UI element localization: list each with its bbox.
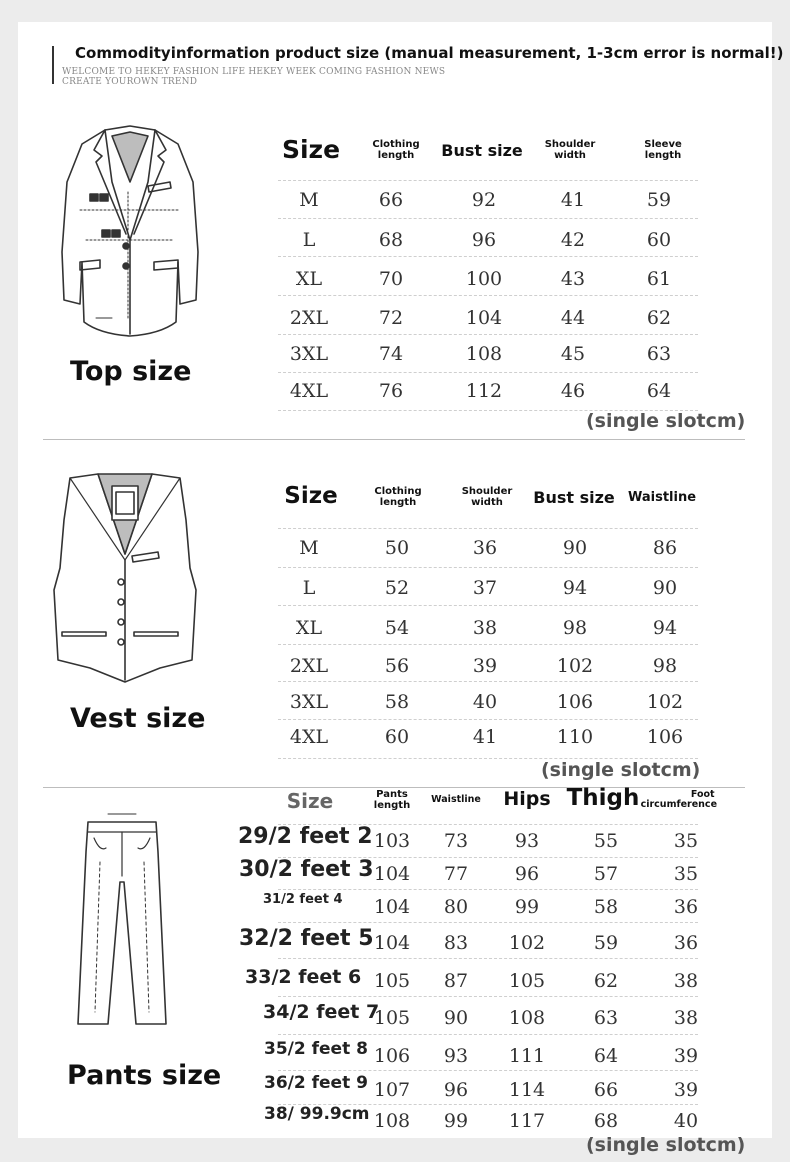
vest-cell: 56: [384, 655, 410, 677]
row-divider: [278, 256, 698, 257]
pants-cell: 117: [508, 1110, 546, 1132]
row-divider: [278, 528, 698, 529]
vest-cell: M: [299, 537, 319, 559]
vest-header-bust-size: Bust size: [533, 488, 615, 507]
top-cell: 60: [646, 229, 672, 251]
row-divider: [278, 567, 698, 568]
suit-jacket-icon: [50, 122, 210, 342]
vest-cell: 90: [652, 577, 678, 599]
top-cell: 41: [560, 189, 586, 211]
pants-cell: 33/2 feet 6: [245, 966, 362, 988]
pants-cell: 108: [373, 1110, 411, 1132]
pants-cell: 31/2 feet 4: [263, 892, 343, 907]
row-divider: [278, 824, 698, 825]
pants-cell: 63: [593, 1007, 619, 1029]
header-subtitle: WELCOME TO HEKEY FASHION LIFE HEKEY WEEK COMING FASHION NEWS: [62, 67, 446, 77]
pants-cell: 30/2 feet 3: [239, 857, 374, 882]
row-divider: [278, 922, 698, 923]
top-cell: 45: [560, 343, 586, 365]
vest-cell: 98: [562, 617, 588, 639]
vest-cell: 38: [472, 617, 498, 639]
vest-cell: 41: [472, 726, 498, 748]
vest-cell: 39: [472, 655, 498, 677]
vest-size-label: Vest size: [70, 703, 206, 734]
vest-header-size: Size: [284, 483, 338, 509]
pants-cell: 32/2 feet 5: [239, 926, 374, 951]
top-cell: 61: [646, 268, 672, 290]
row-divider: [278, 644, 698, 645]
top-cell: L: [302, 229, 316, 251]
pants-cell: 90: [443, 1007, 469, 1029]
pants-cell: 103: [373, 830, 411, 852]
section-divider: [43, 439, 745, 440]
top-cell: 4XL: [289, 380, 329, 402]
pants-header-size: Size: [286, 789, 334, 813]
vest-cell: 94: [562, 577, 588, 599]
top-cell: 96: [471, 229, 497, 251]
vest-cell: 3XL: [289, 691, 329, 713]
pants-header-hips: Hips: [503, 788, 551, 810]
top-unit-note: (single slotcm): [586, 410, 746, 432]
pants-cell: 93: [443, 1045, 469, 1067]
vest-cell: 90: [562, 537, 588, 559]
pants-cell: 55: [593, 830, 619, 852]
top-cell: 108: [465, 343, 503, 365]
top-cell: 64: [646, 380, 672, 402]
top-cell: M: [299, 189, 319, 211]
pants-cell: 36/2 feet 9: [264, 1073, 368, 1093]
top-cell: 59: [646, 189, 672, 211]
top-cell: 62: [646, 307, 672, 329]
vest-cell: L: [302, 577, 316, 599]
row-divider: [278, 719, 698, 720]
pants-cell: 106: [373, 1045, 411, 1067]
pants-cell: 111: [508, 1045, 546, 1067]
pants-cell: 104: [373, 896, 411, 918]
pants-size-label: Pants size: [67, 1060, 222, 1091]
vest-cell: 98: [652, 655, 678, 677]
vest-cell: 102: [556, 655, 594, 677]
row-divider: [278, 1034, 698, 1035]
top-cell: 2XL: [289, 307, 329, 329]
vest-cell: 2XL: [289, 655, 329, 677]
top-cell: 46: [560, 380, 586, 402]
pants-cell: 35: [673, 863, 699, 885]
pants-cell: 104: [373, 932, 411, 954]
pants-cell: 59: [593, 932, 619, 954]
pants-cell: 105: [373, 1007, 411, 1029]
pants-cell: 108: [508, 1007, 546, 1029]
vest-cell: 110: [556, 726, 594, 748]
section-divider-2: [43, 787, 745, 788]
pants-cell: 114: [508, 1079, 546, 1101]
header-subtitle-2: CREATE YOUROWN TREND: [62, 77, 198, 87]
top-cell: 66: [378, 189, 404, 211]
pants-cell: 57: [593, 863, 619, 885]
pants-cell: 77: [443, 863, 469, 885]
top-header-size: Size: [281, 135, 341, 164]
pants-cell: 83: [443, 932, 469, 954]
pants-cell: 80: [443, 896, 469, 918]
top-cell: 68: [378, 229, 404, 251]
trousers-icon: [62, 812, 182, 1032]
pants-cell: 58: [593, 896, 619, 918]
top-header-sleeve-length: Sleeve length: [644, 139, 682, 161]
vest-header-clothing-length: Clothing length: [374, 486, 422, 508]
pants-cell: 39: [673, 1079, 699, 1101]
pants-cell: 96: [443, 1079, 469, 1101]
pants-cell: 40: [673, 1110, 699, 1132]
top-cell: 100: [465, 268, 503, 290]
vest-icon: [50, 470, 200, 692]
top-cell: 44: [560, 307, 586, 329]
vest-cell: 37: [472, 577, 498, 599]
vest-cell: 60: [384, 726, 410, 748]
row-divider: [278, 180, 698, 181]
pants-cell: 36: [673, 896, 699, 918]
pants-cell: 105: [508, 970, 546, 992]
pants-cell: 104: [373, 863, 411, 885]
row-divider: [278, 218, 698, 219]
pants-cell: 64: [593, 1045, 619, 1067]
row-divider: [278, 372, 698, 373]
top-cell: 92: [471, 189, 497, 211]
top-cell: 70: [378, 268, 404, 290]
top-header-shoulder-width: Shoulder width: [544, 139, 596, 161]
top-cell: 42: [560, 229, 586, 251]
top-cell: 3XL: [289, 343, 329, 365]
vest-cell: XL: [295, 617, 323, 639]
pants-cell: 66: [593, 1079, 619, 1101]
vest-cell: 40: [472, 691, 498, 713]
vest-cell: 58: [384, 691, 410, 713]
pants-cell: 35/2 feet 8: [264, 1039, 368, 1059]
pants-cell: 99: [514, 896, 540, 918]
pants-cell: 36: [673, 932, 699, 954]
vest-cell: 86: [652, 537, 678, 559]
vest-unit-note: (single slotcm): [541, 759, 701, 781]
pants-cell: 107: [373, 1079, 411, 1101]
pants-cell: 39: [673, 1045, 699, 1067]
pants-cell: 38: [673, 1007, 699, 1029]
top-cell: 43: [560, 268, 586, 290]
vest-cell: 102: [646, 691, 684, 713]
vest-header-waistline: Waistline: [627, 490, 697, 505]
pants-cell: 99: [443, 1110, 469, 1132]
pants-header-waistline: Waistline: [431, 794, 481, 805]
vest-cell: 106: [556, 691, 594, 713]
pants-cell: 62: [593, 970, 619, 992]
row-divider: [278, 1070, 698, 1071]
pants-cell: 102: [508, 932, 546, 954]
pants-cell: 38: [673, 970, 699, 992]
top-cell: 74: [378, 343, 404, 365]
pants-cell: 34/2 feet 7: [263, 1001, 380, 1023]
top-cell: XL: [295, 268, 323, 290]
vest-cell: 54: [384, 617, 410, 639]
row-divider: [278, 889, 698, 890]
pants-cell: 87: [443, 970, 469, 992]
header-accent-bar: [52, 46, 54, 84]
vest-cell: 36: [472, 537, 498, 559]
vest-cell: 52: [384, 577, 410, 599]
pants-header-pants-length: Pants length: [373, 789, 411, 811]
top-size-label: Top size: [70, 356, 192, 387]
vest-cell: 106: [646, 726, 684, 748]
top-header-clothing-length: Clothing length: [372, 139, 420, 161]
row-divider: [278, 681, 698, 682]
vest-cell: 50: [384, 537, 410, 559]
top-cell: 76: [378, 380, 404, 402]
row-divider: [278, 295, 698, 296]
pants-cell: 96: [514, 863, 540, 885]
vest-cell: 94: [652, 617, 678, 639]
pants-header-thigh: Thigh: [566, 785, 640, 811]
pants-cell: 38/ 99.9cm: [264, 1104, 370, 1124]
row-divider: [278, 605, 698, 606]
pants-cell: 35: [673, 830, 699, 852]
top-cell: 63: [646, 343, 672, 365]
page-title: Commodityinformation product size (manual measurement, 1-3cm error is normal!): [75, 44, 784, 62]
pants-cell: 29/2 feet 2: [238, 824, 373, 849]
top-cell: 72: [378, 307, 404, 329]
row-divider: [278, 857, 698, 858]
row-divider: [278, 334, 698, 335]
top-cell: 112: [465, 380, 503, 402]
row-divider: [278, 996, 698, 997]
vest-header-shoulder-width: Shoulder width: [461, 486, 513, 508]
pants-cell: 93: [514, 830, 540, 852]
pants-unit-note: (single slotcm): [586, 1134, 746, 1156]
pants-cell: 73: [443, 830, 469, 852]
row-divider: [278, 1104, 698, 1105]
pants-cell: 68: [593, 1110, 619, 1132]
vest-cell: 4XL: [289, 726, 329, 748]
row-divider: [278, 958, 698, 959]
top-cell: 104: [465, 307, 503, 329]
pants-header-foot-circumference: Foot circumference: [640, 789, 718, 811]
top-header-bust-size: Bust size: [441, 141, 523, 160]
pants-cell: 105: [373, 970, 411, 992]
